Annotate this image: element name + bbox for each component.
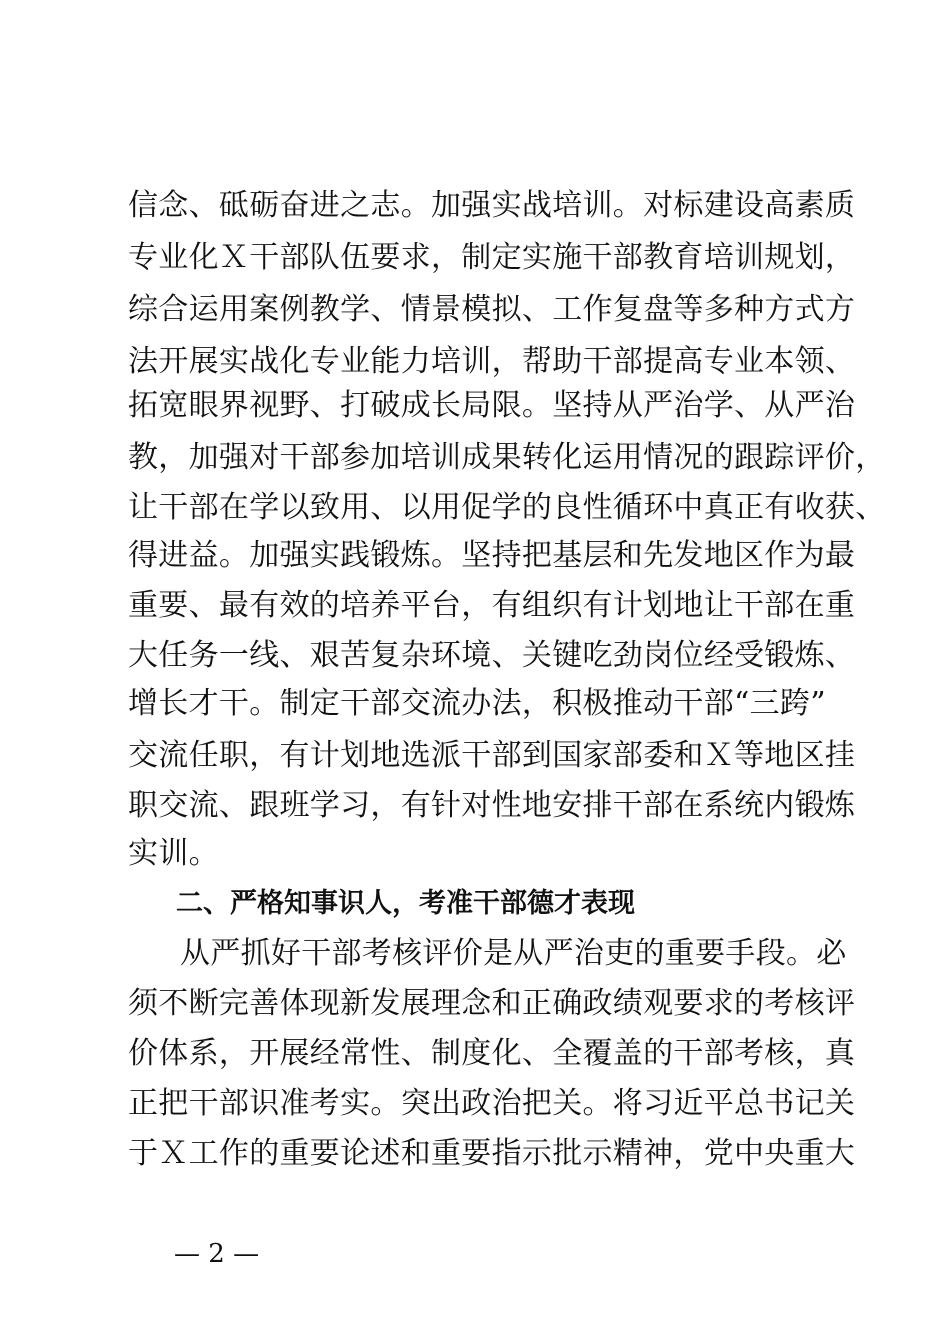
paragraph-line: 须不断完善体现新发展理念和正确政绩观要求的考核评 — [128, 986, 856, 1021]
paragraph-line: 增长才干。制定干部交流办法，积极推动干部“三跨” — [128, 686, 826, 721]
paragraph-line: 职交流、跟班学习，有针对性地安排干部在系统内锻炼 — [128, 788, 856, 823]
paragraph-line: 得进益。加强实践锻炼。坚持把基层和先发地区作为最 — [128, 538, 856, 573]
paragraph-line: 综合运用案例教学、情景模拟、工作复盘等多种方式方 — [128, 292, 856, 327]
paragraph-line: 教，加强对干部参加培训成果转化运用情况的跟踪评价， — [128, 440, 886, 475]
paragraph-line: 让干部在学以致用、以用促学的良性循环中真正有收获、 — [128, 490, 886, 525]
paragraph-line: 大任务一线、艰苦复杂环境、关键吃劲岗位经受锻炼、 — [128, 638, 856, 673]
section-heading: 二、严格知事识人，考准干部德才表现 — [176, 888, 635, 919]
paragraph-line: 拓宽眼界视野、打破成长局限。坚持从严治学、从严治 — [128, 388, 856, 423]
paragraph-line: 信念、砥砺奋进之志。加强实战培训。对标建设高素质 — [128, 188, 856, 223]
paragraph-line: 价体系，开展经常性、制度化、全覆盖的干部考核，真 — [128, 1036, 856, 1071]
paragraph-line: 于Ｘ工作的重要论述和重要指示批示精神，党中央重大 — [128, 1136, 856, 1171]
paragraph-line: 从严抓好干部考核评价是从严治吏的重要手段。必 — [180, 936, 847, 971]
paragraph-line: 实训。 — [128, 836, 219, 871]
paragraph-line: 交流任职，有计划地选派干部到国家部委和Ｘ等地区挂 — [128, 738, 856, 773]
paragraph-line: 正把干部识准考实。突出政治把关。将习近平总书记关 — [128, 1086, 856, 1121]
page-number: — 2 — — [174, 1239, 260, 1269]
paragraph-line: 法开展实战化专业能力培训，帮助干部提高专业本领、 — [128, 344, 856, 379]
paragraph-line: 重要、最有效的培养平台，有组织有计划地让干部在重 — [128, 588, 856, 623]
paragraph-line: 专业化Ｘ干部队伍要求，制定实施干部教育培训规划， — [128, 240, 856, 275]
